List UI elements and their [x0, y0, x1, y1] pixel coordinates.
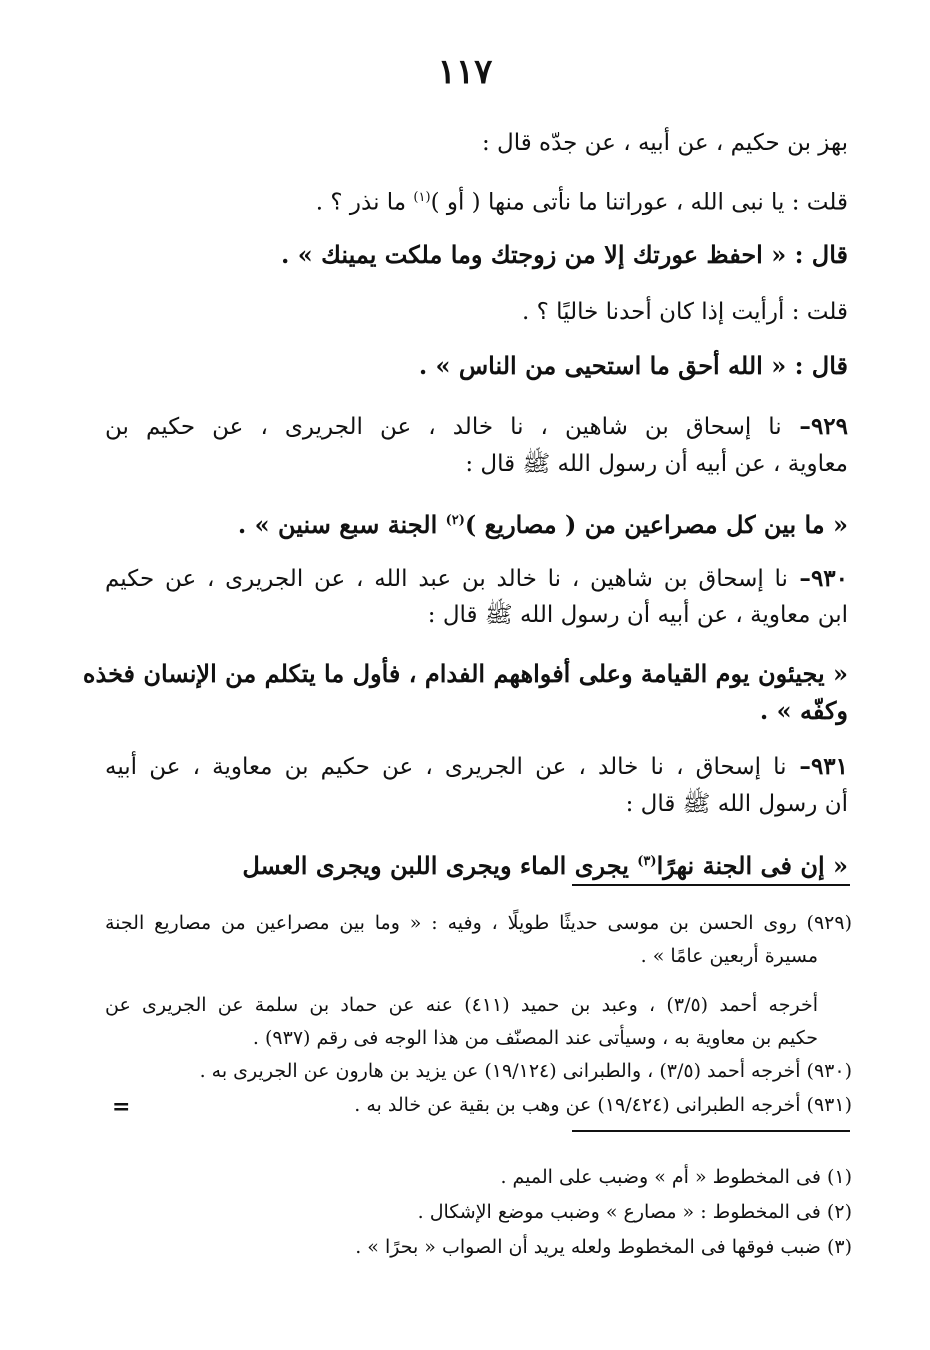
hadith-number: ٩٣١– [786, 753, 848, 780]
text-segment: الجنة سبع سنين » . [237, 510, 446, 539]
note-line: حكيم بن معاوية به ، وسيأتى عند المصنّف من هذا الوجه فى رقم (٩٣٧) . [252, 1027, 818, 1049]
footnote-ref: (٣) [637, 854, 657, 869]
hadith-number: ٩٣٠– [787, 565, 848, 592]
text-segment: « إن فى الجنة نهرًا [656, 851, 848, 880]
hadith-text-line: وكفّه » . [759, 696, 848, 725]
isnad-line [105, 752, 848, 782]
footnote-ref: (١) [413, 190, 431, 205]
hadith-text-line: « يجيئون يوم القيامة وعلى أفواههم الفدام ، فأول ما يتكلم من الإنسان فخذه [82, 659, 848, 688]
isnad-line [105, 564, 848, 594]
note-line: مسيرة أربعين عامًا » . [640, 945, 818, 967]
hadith-text-line: قال : « احفظ عورتك إلا من زوجتك وما ملكت يمينك » . [281, 240, 848, 269]
hadith-text-line [238, 506, 848, 540]
text-segment: نا إسحاق بن شاهين ، نا خالد بن عبد الله ، عن الجريرى ، عن حكيم [105, 566, 788, 592]
note-line: (٩٢٩) روى الحسن بن موسى حديثًا طويلًا ، وفيه : « وما بين مصراعين من مصاريع الجنة [105, 912, 852, 934]
note-line: (٩٣١) أخرجه الطبرانى (١٩/٤٢٤) عن وهب بن بقية عن خالد به . [354, 1094, 852, 1116]
text-line [316, 183, 848, 218]
isnad-line: أن رسول الله ﷺ قال : [625, 791, 848, 817]
page-number: ١١٧ [437, 52, 493, 92]
text-segment: يجرى الماء ويجرى اللبن ويجرى العسل [242, 851, 638, 880]
note-line: أخرجه أحمد (٣/٥) ، وعبد بن حميد (٤١١) عنه عن حماد بن سلمة عن الجريرى عن [105, 994, 818, 1016]
isnad-line: معاوية ، عن أبيه أن رسول الله ﷺ قال : [465, 451, 848, 477]
footnote-line: (٢) فى المخطوط : « مصارع » وضبب موضع الإشكال . [417, 1201, 852, 1223]
notes-divider [572, 884, 850, 886]
hadith-text-line [242, 847, 848, 881]
text-segment: نا إسحاق بن شاهين ، نا خالد ، عن الجريرى ، عن حكيم بن [105, 414, 782, 440]
hadith-number: ٩٢٩– [781, 413, 848, 440]
footnotes-divider [572, 1130, 850, 1132]
isnad-line: ابن معاوية ، عن أبيه أن رسول الله ﷺ قال : [427, 602, 848, 628]
hadith-text-line: قال : « الله أحق ما استحيى من الناس » . [418, 351, 848, 380]
text-segment: قلت : يا نبى الله ، عوراتنا ما نأتى منها ( أو ) [430, 189, 848, 216]
isnad-line [105, 412, 848, 442]
text-segment: ما نذر ؟ . [315, 189, 414, 216]
text-line: بهز بن حكيم ، عن أبيه ، عن جدّه قال : [481, 130, 848, 156]
footnote-line: (١) فى المخطوط « أم » وضبب على الميم . [500, 1166, 852, 1188]
footnote-ref: (٢) [445, 513, 465, 528]
text-line: قلت : أرأيت إذا كان أحدنا خاليًا ؟ . [522, 299, 848, 325]
continuation-mark: = [112, 1094, 131, 1120]
note-line: (٩٣٠) أخرجه أحمد (٣/٥) ، والطبرانى (١٩/١٢٤) عن يزيد بن هارون عن الجريرى به . [199, 1060, 852, 1082]
footnote-line: (٣) ضبب فوقها فى المخطوط ولعله يريد أن الصواب « بحرًا » . [355, 1236, 852, 1258]
text-segment: نا إسحاق ، نا خالد ، عن الجريرى ، عن حكيم بن معاوية ، عن أبيه [105, 754, 787, 780]
text-segment: « ما بين كل مصراعين من ( مصاريع ) [464, 510, 848, 539]
